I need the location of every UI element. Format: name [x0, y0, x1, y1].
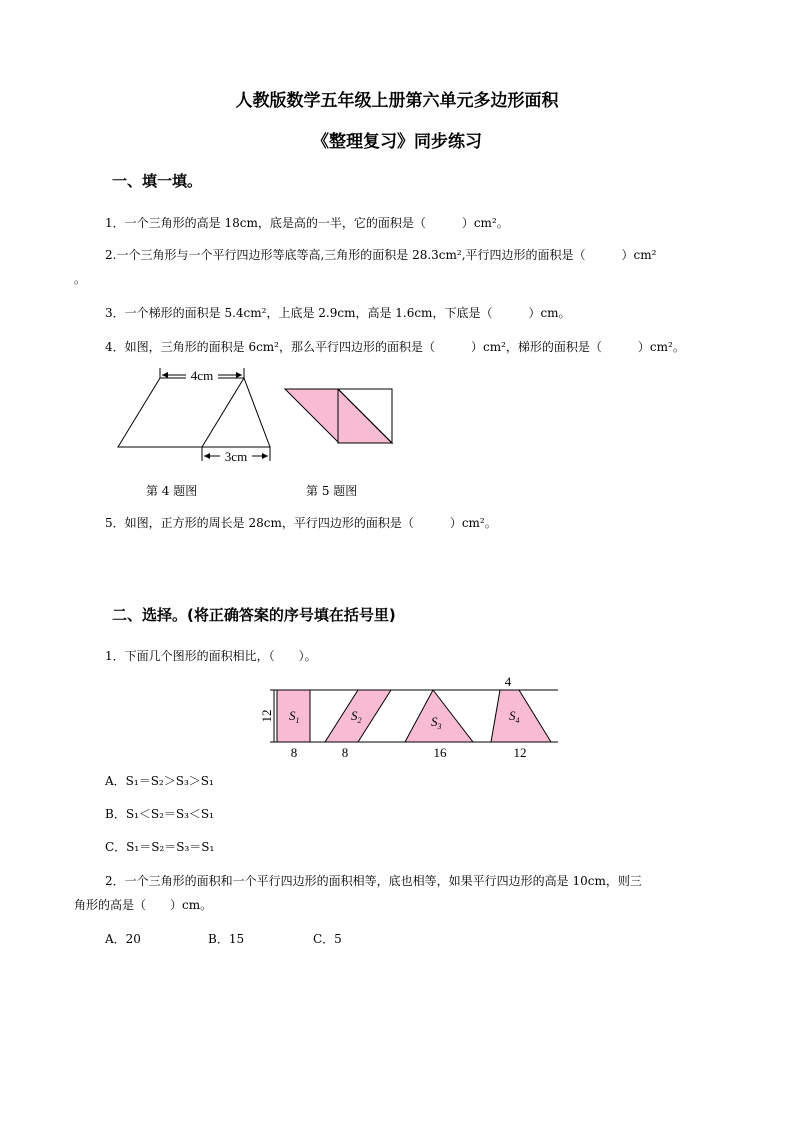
s2-q2-option-a: A．20 — [105, 932, 141, 946]
s1-question-2-line2: 。 — [74, 272, 87, 286]
fig4-top-label: 4cm — [190, 368, 214, 383]
section2-heading: 二、选择。(将正确答案的序号填在括号里) — [112, 606, 396, 624]
label-s3: $S_3$ — [431, 714, 442, 731]
s1-question-4: 4．如图，三角形的面积是 6cm²，那么平行四边形的面积是（ ）cm²，梯形的面积是（ ）cm²。 — [105, 340, 685, 354]
fig-base-1: 8 — [290, 745, 298, 760]
s2-q1-option-b: B．S₁＜S₂＝S₃＜S₁ — [105, 807, 214, 821]
fig-top-label: 4 — [504, 674, 512, 689]
s1-question-1: 1．一个三角形的高是 18cm，底是高的一半，它的面积是（ ）cm²。 — [105, 216, 509, 230]
fig-height-label: 12 — [259, 709, 274, 723]
fig-base-3: 16 — [433, 745, 447, 760]
fig4-caption: 第 4 题图 — [146, 484, 198, 498]
figure-5-square-parallelogram — [280, 385, 400, 449]
s2-q2-option-b: B．15 — [208, 932, 245, 946]
s1-question-2-line1: 2.一个三角形与一个平行四边形等底等高,三角形的面积是 28.3cm²,平行四边形的面积是（ ）cm² — [105, 248, 657, 262]
fig-base-4: 12 — [513, 745, 527, 760]
page-title: 人教版数学五年级上册第六单元多边形面积 — [235, 91, 559, 111]
section1-heading: 一、填一填。 — [112, 172, 203, 190]
s2-q2-option-c: C．5 — [313, 932, 342, 946]
fig-base-2: 8 — [341, 745, 349, 760]
s1-question-5: 5．如图，正方形的周长是 28cm，平行四边形的面积是（ ）cm²。 — [105, 516, 497, 530]
fig4-bottom-label: 3cm — [224, 449, 248, 464]
s1-question-3: 3．一个梯形的面积是 5.4cm²，上底是 2.9cm，高是 1.6cm，下底是（ ）cm。 — [105, 306, 571, 320]
figure-area-comparison — [255, 672, 565, 764]
s2-q1-option-c: C．S₁＝S₂＝S₃＝S₁ — [105, 840, 215, 854]
fig5-caption: 第 5 题图 — [306, 484, 358, 498]
s2-question-2-line2: 角形的高是（ ）cm。 — [74, 898, 213, 912]
label-s2: $S_2$ — [351, 708, 362, 725]
s2-question-1: 1．下面几个图形的面积相比，（ ）。 — [105, 649, 317, 663]
figure-4-trapezoid — [110, 365, 280, 465]
label-s1: $S_1$ — [289, 708, 300, 725]
s2-q1-option-a: A．S₁＝S₂＞S₃＞S₁ — [105, 774, 214, 788]
page-subtitle: 《整理复习》同步练习 — [312, 132, 482, 152]
s2-question-2-line1: 2．一个三角形的面积和一个平行四边形的面积相等，底也相等，如果平行四边形的高是 10cm，则三 — [105, 874, 642, 888]
label-s4: $S_4$ — [509, 708, 520, 725]
